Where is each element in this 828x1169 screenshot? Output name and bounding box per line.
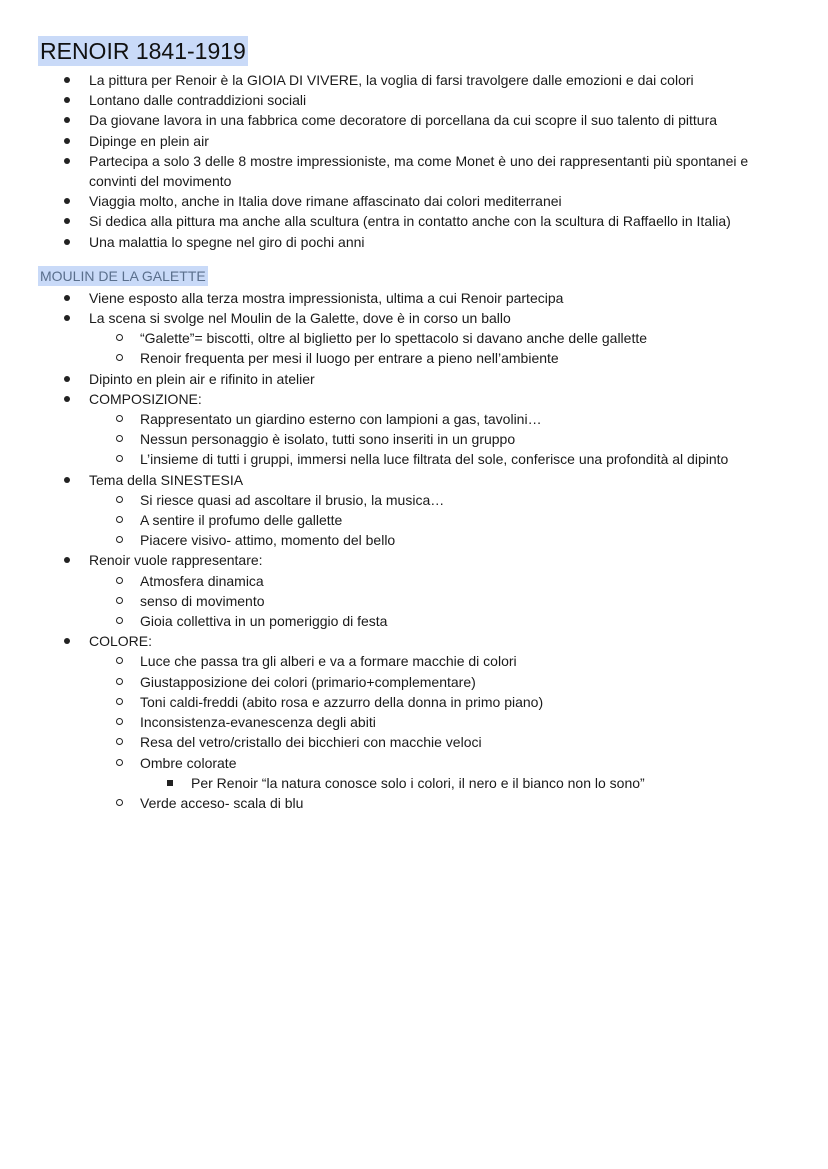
bullet-circle-icon [116,415,123,422]
list-item-text: Partecipa a solo 3 delle 8 mostre impressioniste, ma come Monet è uno dei rappresentanti più spontanei e convinti del movimento [89,152,749,190]
list-item-text: Per Renoir “la natura conosce solo i colori, il nero e il bianco non lo sono” [191,774,645,791]
bullet-dot-icon [64,638,70,644]
bullet-dot-icon [64,315,70,321]
list-item-text: L’insieme di tutti i gruppi, immersi nella luce filtrata del sole, conferisce una profondità al dipinto [140,451,729,468]
bullet-circle-icon [116,657,123,664]
list-item-text: senso di movimento [140,592,265,609]
list-item [89,793,798,813]
sub-list [140,773,798,793]
bullet-dot-icon [64,557,70,563]
list-item [89,732,798,752]
list-item [38,70,798,90]
bullet-circle-icon [116,698,123,705]
list-item [38,308,798,369]
list-item-text: Rappresentato un giardino esterno con lampioni a gas, tavolini… [140,411,542,428]
list-item [38,470,798,551]
list-item-text: Ombre colorate [140,754,237,771]
list-item-text: Toni caldi-freddi (abito rosa e azzurro della donna in primo piano) [140,693,544,710]
list-item-text: Luce che passa tra gli alberi e va a formare macchie di colori [140,653,517,670]
list-item-text: Una malattia lo spegne nel giro di pochi anni [89,233,365,250]
bullet-circle-icon [116,617,123,624]
bullet-circle-icon [116,738,123,745]
list-item-text: Renoir frequenta per mesi il luogo per entrare a pieno nell’ambiente [140,350,559,367]
list-item [89,591,798,611]
bullet-dot-icon [64,158,70,164]
list-item [38,151,798,191]
list-item [89,672,798,692]
bullet-dot-icon [64,117,70,123]
page-title: RENOIR 1841-1919 [40,38,246,64]
list-item [89,651,798,671]
list-item-text: Giustapposizione dei colori (primario+complementare) [140,673,476,690]
list-item-text: Da giovane lavora in una fabbrica come decoratore di porcellana da cui scopre il suo talento di pittura [89,112,718,129]
list-item-text: Dipinge en plein air [89,132,209,149]
list-item [38,369,798,389]
list-item [89,753,798,793]
list-item-text: Inconsistenza-evanescenza degli abiti [140,714,376,731]
list-item-text: La scena si svolge nel Moulin de la Galette, dove è in corso un ballo [89,310,511,327]
bullet-circle-icon [116,799,123,806]
bullet-dot-icon [64,477,70,483]
list-item-text: Resa del vetro/cristallo dei bicchieri con macchie veloci [140,734,482,751]
list-item-text: Verde acceso- scala di blu [140,794,304,811]
list-item-text: “Galette”= biscotti, oltre al biglietto per lo spettacolo si davano anche delle gallette [140,330,648,347]
list-item [38,389,798,470]
bullet-dot-icon [64,218,70,224]
list-item [89,328,798,348]
bullet-circle-icon [116,536,123,543]
list-item-text: Viaggia molto, anche in Italia dove rimane affascinato dai colori mediterranei [89,193,562,210]
bullet-dot-icon [64,198,70,204]
list-item-text: Tema della SINESTESIA [89,471,244,488]
list-item-text: Atmosfera dinamica [140,572,264,589]
bullet-dot-icon [64,396,70,402]
list-item [38,90,798,110]
list-item [89,692,798,712]
bullet-circle-icon [116,759,123,766]
list-item-text: Viene esposto alla terza mostra impressionista, ultima a cui Renoir partecipa [89,289,564,306]
list-item-text: A sentire il profumo delle gallette [140,512,343,529]
bullet-dot-icon [64,77,70,83]
list-item [89,490,798,510]
list-item [89,449,798,469]
section-list [38,288,798,813]
bullet-circle-icon [116,354,123,361]
bullet-circle-icon [116,496,123,503]
list-item [38,211,798,231]
list-item-text: Piacere visivo- attimo, momento del bello [140,532,396,549]
list-item [89,409,798,429]
bullet-dot-icon [64,97,70,103]
section-title: MOULIN DE LA GALETTE [40,267,206,284]
bullet-square-icon [167,780,173,786]
list-item [38,550,798,631]
list-item-text: Gioia collettiva in un pomeriggio di festa [140,613,388,630]
list-item [89,348,798,368]
sub-list [89,409,798,470]
bullet-dot-icon [64,295,70,301]
sub-list [89,571,798,632]
bullet-dot-icon [64,239,70,245]
bullet-dot-icon [64,376,70,382]
list-item-text: COMPOSIZIONE: [89,390,202,407]
list-item [89,712,798,732]
bullet-circle-icon [116,718,123,725]
document-page [38,36,798,813]
list-item [38,110,798,130]
bullet-dot-icon [64,138,70,144]
list-item [89,429,798,449]
list-item [38,631,798,813]
list-item [89,510,798,530]
list-item-text: Nessun personaggio è isolato, tutti sono inseriti in un gruppo [140,431,516,448]
bullet-circle-icon [116,577,123,584]
list-item-text: Si dedica alla pittura ma anche alla scultura (entra in contatto anche con la scultura di Raffaello in Italia) [89,213,731,230]
list-item [89,530,798,550]
list-item [38,191,798,211]
bullet-circle-icon [116,435,123,442]
sub-list [89,328,798,368]
list-item [38,232,798,252]
list-item-text: Dipinto en plein air e rifinito in atelier [89,370,315,387]
list-item-text: Si riesce quasi ad ascoltare il brusio, la musica… [140,491,445,508]
list-item [89,611,798,631]
bullet-circle-icon [116,334,123,341]
list-item [89,571,798,591]
list-item-text: Lontano dalle contraddizioni sociali [89,92,307,109]
bullet-circle-icon [116,597,123,604]
bullet-circle-icon [116,516,123,523]
list-item [38,288,798,308]
list-item [140,773,798,793]
sub-list [89,651,798,813]
list-item-text: La pittura per Renoir è la GIOIA DI VIVERE, la voglia di farsi travolgere dalle emozioni e dai colori [89,72,694,88]
list-item-text: COLORE: [89,633,153,650]
list-item [38,131,798,151]
sub-list [89,490,798,551]
bullet-circle-icon [116,455,123,462]
list-item-text: Renoir vuole rappresentare: [89,552,263,569]
bullet-circle-icon [116,678,123,685]
intro-list [38,70,798,252]
